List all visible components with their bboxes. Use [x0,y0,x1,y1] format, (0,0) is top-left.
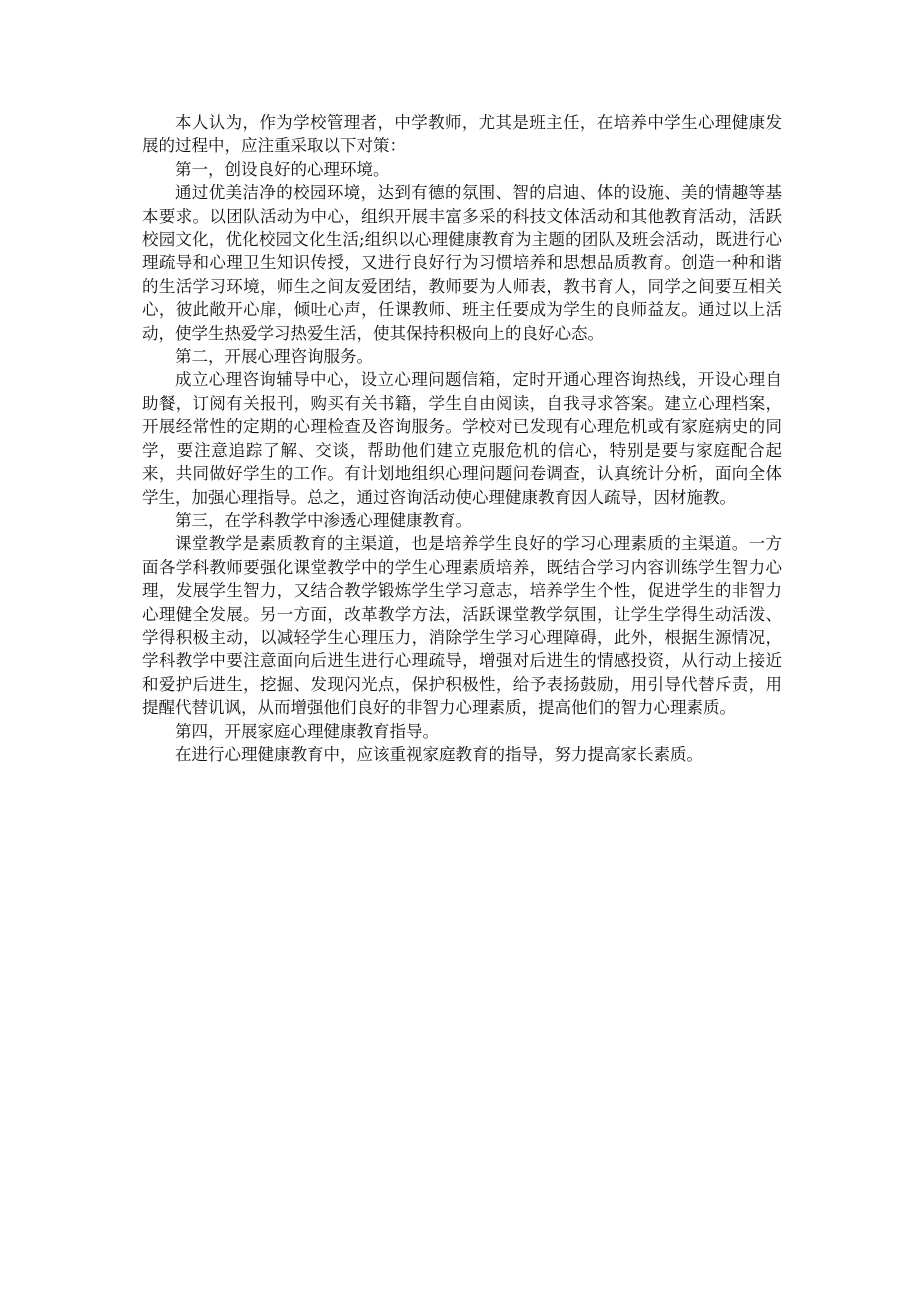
intro-paragraph: 本人认为，作为学校管理者，中学教师，尤其是班主任，在培养中学生心理健康发展的过程中，应注重采取以下对策： [142,113,782,156]
section-body-2: 成立心理咨询辅导中心，设立心理问题信箱，定时开通心理咨询热线，开设心理自助餐，订阅有关报刊，购买有关书籍，学生自由阅读，自我寻求答案。建立心理档案，开展经常性的定期的心理检查及咨询服务。学校对已发现有心理危机或有家庭病史的同学，要注意追踪了解、交谈，帮助他们建立克服危机的信心，特别是要与家庭配合起来，共同做好学生的工作。有计划地组织心理问题问卷调查，认真统计分析，面向全体学生，加强心理指导。总之，通过咨询活动使心理健康教育因人疏导，因材施教。 [142,370,782,507]
section-heading-1: 第一，创设良好的心理环境。 [175,159,390,179]
section-body-1: 通过优美洁净的校园环境，达到有德的氛围、智的启迪、体的设施、美的情趣等基本要求。以团队活动为中心，组织开展丰富多采的科技文体活动和其他教育活动，活跃校园文化，优化校园文化生活;组织以心理健康教育为主题的团队及班会活动，既进行心理疏导和心理卫生知识传授，又进行良好行为习惯培养和思想品质教育。创造一种和谐的生活学习环境，师生之间友爱团结，教师要为人师表，教书育人，同学之间要互相关心，彼此敞开心扉，倾吐心声，任课教师、班主任要成为学生的良师益友。通过以上活动，使学生热爱学习热爱生活，使其保持积极向上的良好心态。 [142,183,782,343]
document-body [142,111,782,766]
section-heading-2: 第二，开展心理咨询服务。 [175,347,373,367]
section-body-3: 课堂教学是素质教育的主渠道，也是培养学生良好的学习心理素质的主渠道。一方面各学科教师要强化课堂教学中的学生心理素质培养，既结合学习内容训练学生智力心理，发展学生智力，又结合教学锻炼学生学习意志，培养学生个性，促进学生的非智力心理健全发展。另一方面，改革教学方法，活跃课堂教学氛围，让学生学得生动活泼、学得积极主动，以减轻学生心理压力，消除学生学习心理障碍，此外，根据生源情况，学科教学中要注意面向后进生进行心理疏导，增强对后进生的情感投资，从行动上接近和爱护后进生，挖掘、发现闪光点，保护积极性，给予表扬鼓励，用引导代替斥责，用提醒代替讥讽，从而增强他们良好的非智力心理素质，提高他们的智力心理素质。 [142,534,782,718]
section-heading-4: 第四，开展家庭心理健康教育指导。 [175,721,439,741]
section-body-4: 在进行心理健康教育中，应该重视家庭教育的指导，努力提高家长素质。 [175,744,703,764]
section-heading-3: 第三，在学科教学中渗透心理健康教育。 [175,510,472,530]
